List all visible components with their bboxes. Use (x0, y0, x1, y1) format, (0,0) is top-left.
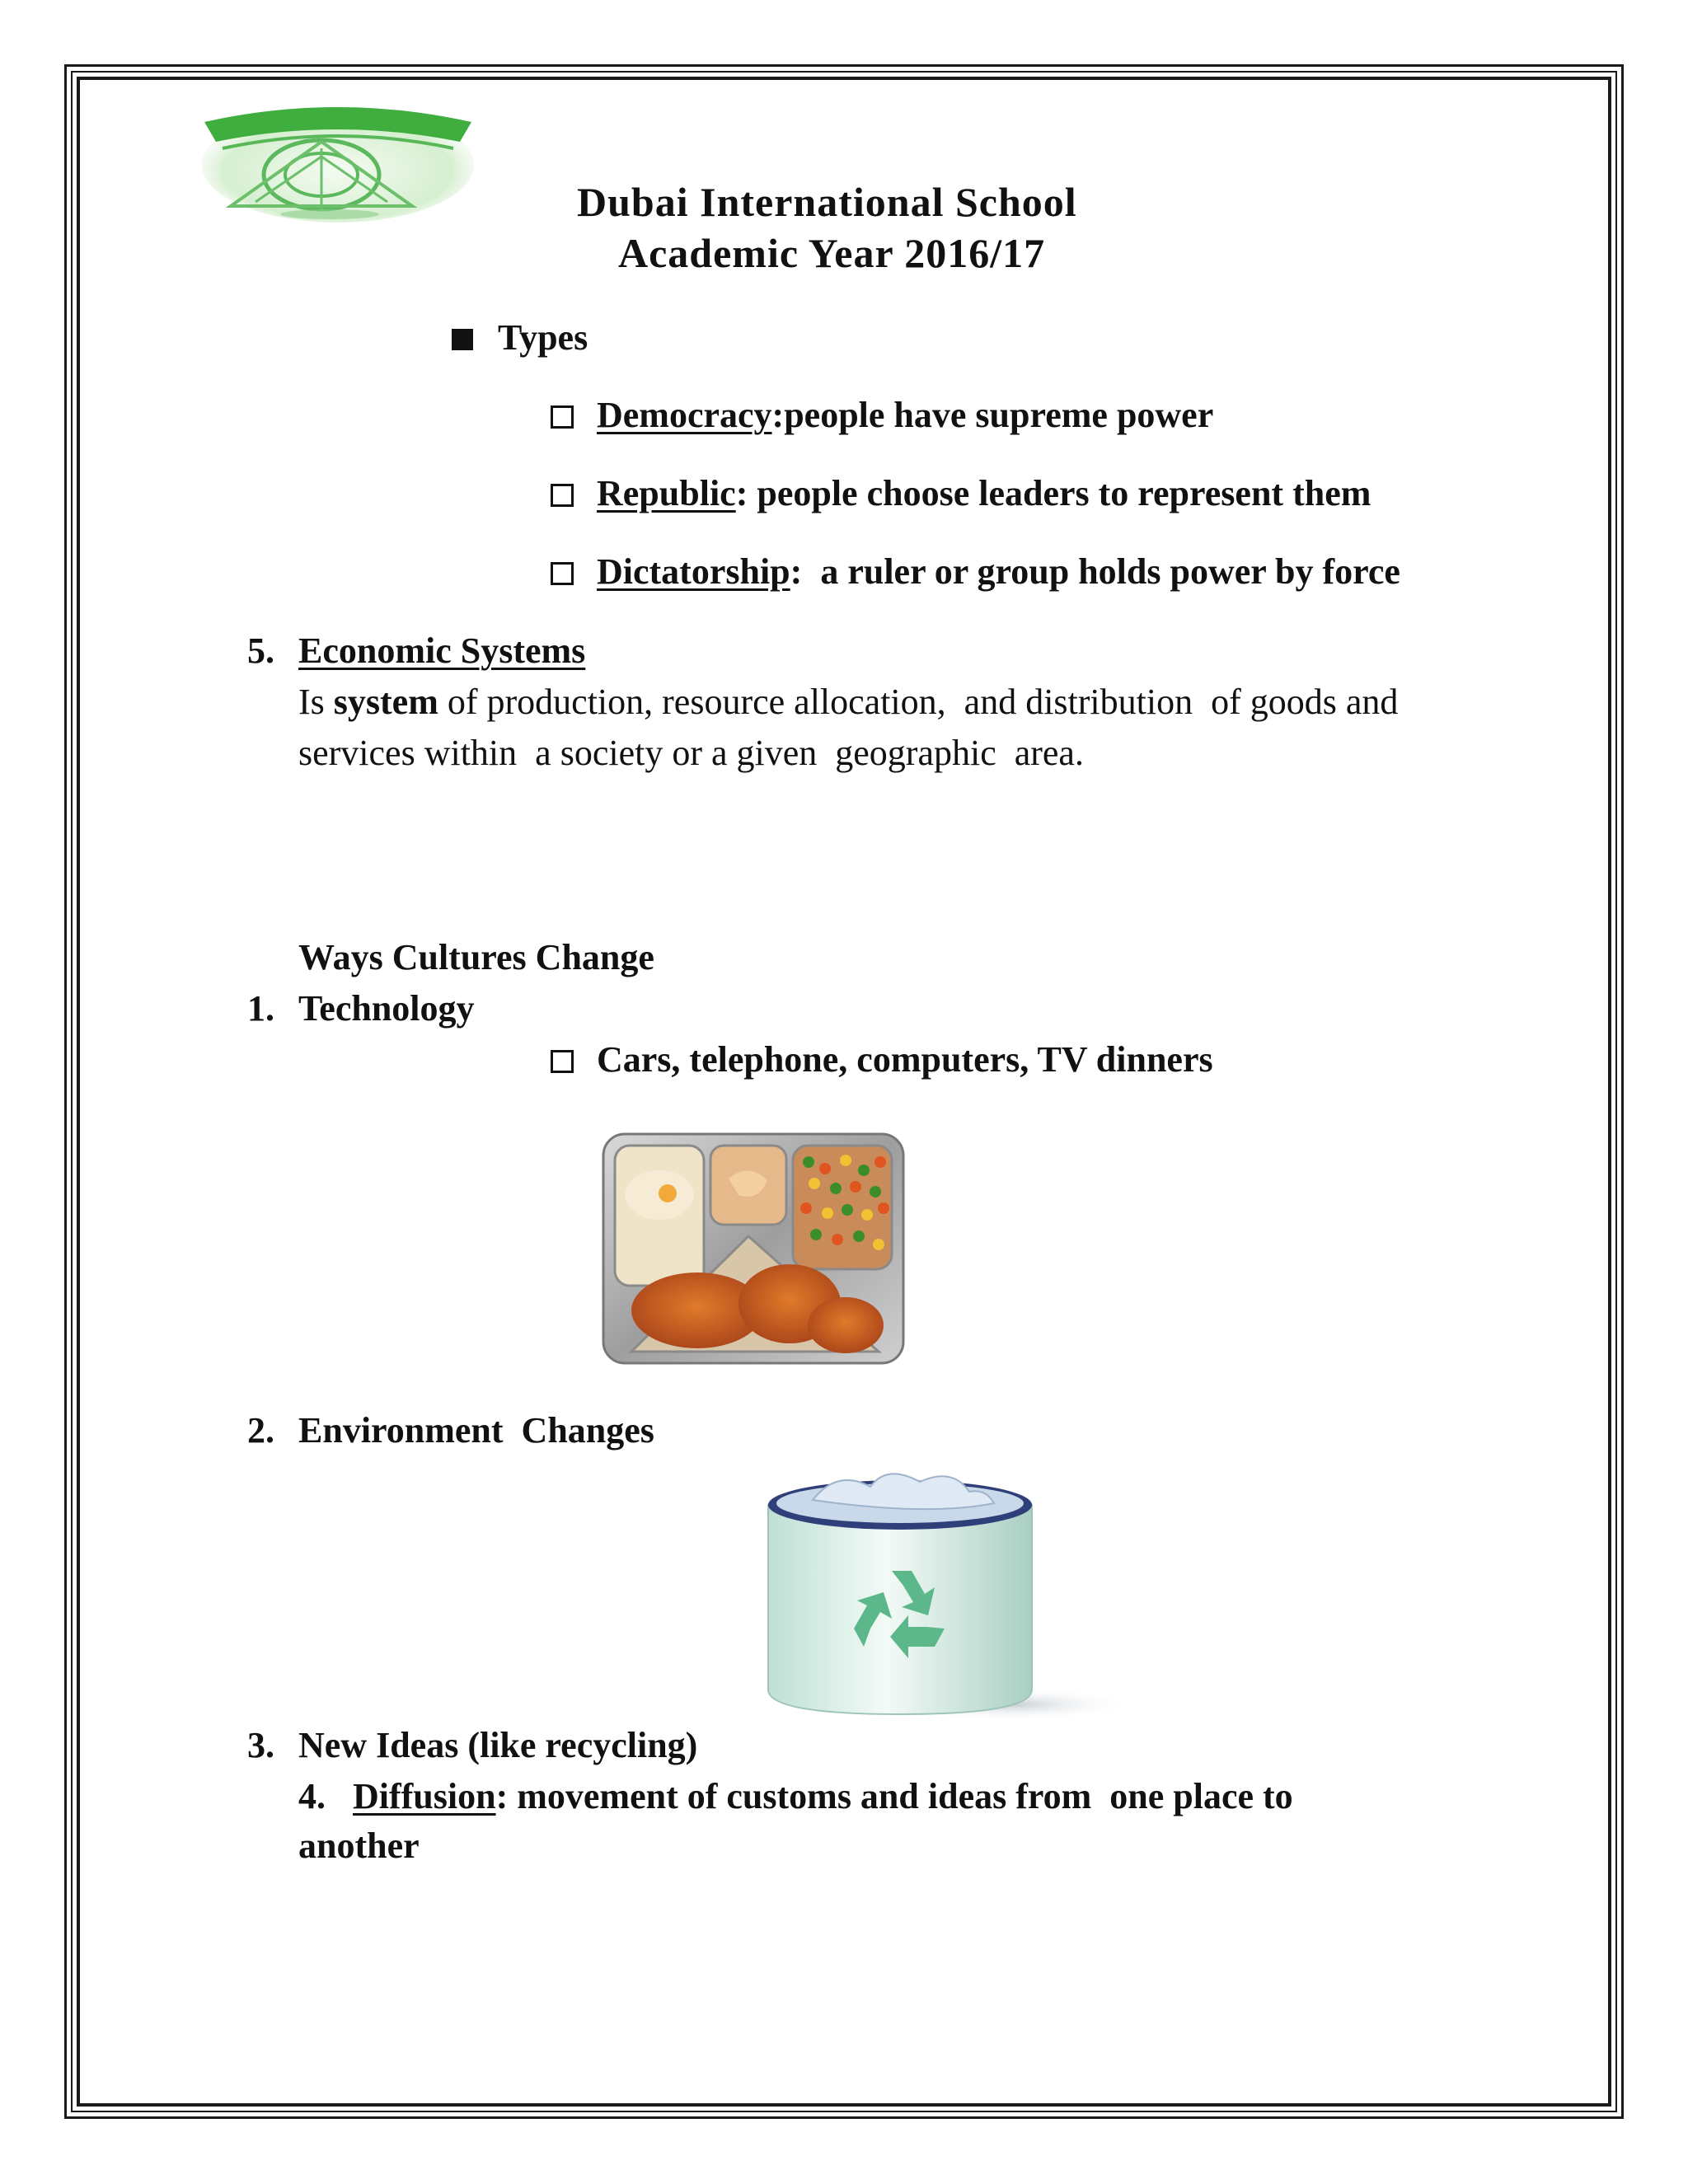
new-ideas-label: New Ideas (like recycling) (298, 1725, 698, 1765)
school-crest-icon (198, 99, 478, 223)
school-name: Dubai International School (577, 179, 1077, 225)
term-republic: Republic (597, 473, 736, 513)
economic-line-1: Is system of production, resource allocation, and distribution of goods and (298, 682, 1399, 722)
environment-number: 2. (247, 1410, 274, 1451)
recycling-bin-icon (763, 1467, 1142, 1731)
checkbox-democracy (551, 405, 574, 433)
economic-heading: Economic Systems (298, 630, 586, 671)
types-bullet (452, 329, 473, 354)
academic-year: Academic Year 2016/17 (618, 230, 1046, 276)
diffusion-line-1: 4. Diffusion: movement of customs and ideas from one place to (298, 1776, 1293, 1816)
ways-heading: Ways Cultures Change (298, 937, 654, 977)
definition-democracy: people have supreme power (784, 395, 1214, 435)
technology-number: 1. (247, 988, 274, 1029)
types-item-democracy: Democracy:people have supreme power (597, 395, 1214, 435)
term-democracy: Democracy (597, 395, 772, 435)
types-item-republic: Republic: people choose leaders to represent them (597, 473, 1372, 513)
technology-examples: Cars, telephone, computers, TV dinners (597, 1039, 1213, 1080)
technology-label: Technology (298, 988, 475, 1029)
economic-number: 5. (247, 630, 274, 671)
environment-label: Environment Changes (298, 1410, 654, 1451)
tv-dinner-tray-icon (598, 1129, 908, 1368)
term-dictatorship: Dictatorship (597, 551, 790, 592)
checkbox-dictatorship (551, 562, 574, 589)
definition-dictatorship: a ruler or group holds power by force (802, 551, 1400, 592)
economic-line-2: services within a society or a given geographic area. (298, 733, 1084, 773)
definition-republic: people choose leaders to represent them (748, 473, 1372, 513)
types-item-dictatorship: Dictatorship: a ruler or group holds power by force (597, 551, 1400, 592)
types-heading: Types (498, 317, 588, 358)
term-diffusion: Diffusion (353, 1776, 496, 1816)
new-ideas-number: 3. (247, 1725, 274, 1765)
diffusion-line-2: another (298, 1825, 420, 1866)
checkbox-technology (551, 1050, 574, 1077)
checkbox-republic (551, 484, 574, 511)
